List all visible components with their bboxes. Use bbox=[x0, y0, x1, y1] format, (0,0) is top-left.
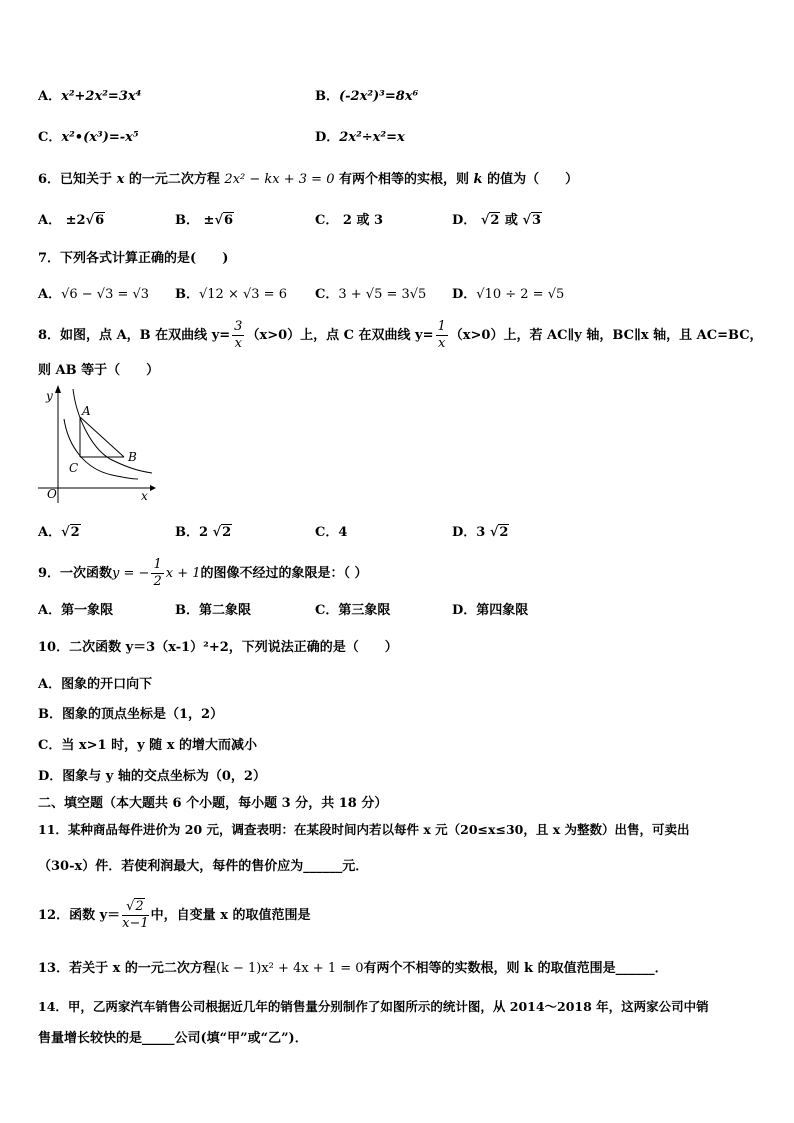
radicand: 2 bbox=[499, 525, 509, 540]
q12-suffix: 中，自变量 x 的取值范围是 bbox=[150, 908, 311, 923]
radicand: 6 bbox=[223, 213, 234, 228]
option-label: C． bbox=[38, 130, 62, 145]
option-label: A． bbox=[38, 213, 62, 228]
q10-option-d: D．图象与 y 轴的交点坐标为（0，2） bbox=[38, 769, 266, 784]
sqrt-symbol: √2 bbox=[480, 213, 500, 228]
q6-suffix: 有两个相等的实根，则 bbox=[339, 172, 470, 187]
q6-option-c bbox=[315, 212, 383, 230]
radicand: 2 bbox=[222, 525, 232, 540]
sqrt-symbol: √2 bbox=[61, 525, 80, 540]
option-label: B． bbox=[175, 603, 199, 618]
label-c: C bbox=[69, 461, 79, 475]
q13-stem bbox=[38, 960, 668, 978]
q8-option-a bbox=[38, 524, 81, 542]
option-label: B． bbox=[315, 89, 339, 104]
option-text: 第二象限 bbox=[199, 603, 252, 618]
label-y: y bbox=[46, 389, 53, 403]
option-expr: √12 × √3 = 6 bbox=[199, 287, 287, 302]
y-axis-arrow bbox=[55, 385, 61, 393]
radicand: 3 bbox=[532, 213, 542, 228]
q5-option-d bbox=[315, 129, 405, 147]
fraction bbox=[151, 557, 163, 590]
sqrt-symbol: √2 bbox=[212, 525, 232, 540]
q8-option-b bbox=[175, 524, 232, 542]
option-expr: (-2x²)³=8x⁶ bbox=[339, 89, 419, 104]
fraction-numerator: 3 bbox=[234, 319, 243, 334]
q9-suffix: 的图像不经过的象限是：（ ） bbox=[200, 566, 368, 581]
q12-stem bbox=[38, 896, 310, 936]
option-label: C． bbox=[315, 213, 339, 228]
label-a: A bbox=[82, 404, 91, 418]
option-expr: x²•(x³)=-x⁵ bbox=[61, 130, 139, 145]
option-label: D． bbox=[452, 213, 477, 228]
fraction-denominator: 2 bbox=[153, 574, 162, 589]
option-label: C． bbox=[315, 525, 339, 540]
label-o: O bbox=[47, 487, 57, 501]
option-or: 或 bbox=[500, 213, 523, 228]
option-label: A． bbox=[38, 287, 62, 302]
q8-mid1: （x>0）上，点 C 在双曲线 y= bbox=[246, 328, 434, 343]
q6-prefix: 6．已知关于 bbox=[38, 172, 113, 187]
q6-mid: 的一元二次方程 bbox=[128, 172, 220, 187]
sqrt-symbol: √2 bbox=[126, 899, 144, 914]
segment-ab bbox=[80, 417, 124, 457]
q13-suffix: 有两个不相等的实数根，则 k 的取值范围是______． bbox=[363, 961, 668, 976]
option-label: D． bbox=[452, 287, 477, 302]
q7-option-a bbox=[38, 286, 149, 304]
option-text: 第一象限 bbox=[61, 603, 114, 618]
fraction-numerator: 1 bbox=[153, 557, 162, 572]
q8-prefix: 8．如图，点 A，B 在双曲线 y= bbox=[38, 328, 231, 343]
q13-equation: (k − 1)x² + 4x + 1 = 0 bbox=[215, 961, 364, 976]
fraction bbox=[232, 319, 244, 352]
sqrt-symbol: √2 bbox=[489, 525, 509, 540]
q9-option-b bbox=[175, 602, 251, 620]
q8-mid2: （x>0）上，若 AC∥y 轴，BC∥x 轴，且 AC=BC， bbox=[449, 328, 763, 343]
fraction bbox=[436, 319, 448, 352]
option-text: 第四象限 bbox=[476, 603, 529, 618]
option-expr: 2x²÷x²=x bbox=[339, 130, 405, 145]
option-text: 2 或 3 bbox=[342, 213, 384, 228]
q6-option-a bbox=[38, 212, 105, 230]
q6-equation: 2x² − kx + 3 = 0 bbox=[224, 172, 335, 187]
radicand: 2 bbox=[490, 213, 500, 228]
q12-prefix: 12．函数 y＝ bbox=[38, 908, 121, 923]
q6-stem bbox=[38, 171, 578, 189]
q8-figure bbox=[38, 385, 158, 503]
fraction-numerator bbox=[122, 899, 149, 916]
q9-option-a bbox=[38, 602, 113, 620]
q11-line2: （30-x）件．若使利润最大，每件的售价应为______元． bbox=[38, 859, 369, 874]
q9-func-rhs: x + 1 bbox=[165, 566, 201, 581]
option-expr: √10 ÷ 2 = √5 bbox=[476, 287, 565, 302]
q8-stem-line2: 则 AB 等于（ ） bbox=[38, 363, 160, 378]
q6-end: 的值为（ ） bbox=[487, 172, 579, 187]
q9-prefix: 9．一次函数 bbox=[38, 566, 113, 581]
q6-var-k: k bbox=[473, 172, 483, 187]
q10-option-c: C．当 x>1 时，y 随 x 的增大而减小 bbox=[38, 738, 257, 753]
radicand: 2 bbox=[135, 899, 144, 914]
option-label: B． bbox=[175, 287, 199, 302]
q9-stem bbox=[38, 556, 368, 592]
fraction-denominator: x bbox=[437, 336, 446, 351]
radicand: 2 bbox=[70, 525, 80, 540]
q6-option-b bbox=[175, 212, 234, 230]
option-label: B． bbox=[175, 525, 199, 540]
q10-stem: 10．二次函数 y＝3（x-1）²+2，下列说法正确的是（ ） bbox=[38, 640, 398, 655]
q6-var-x: x bbox=[116, 172, 125, 187]
option-expr: x²+2x²=3x⁴ bbox=[61, 89, 142, 104]
q5-option-a bbox=[38, 88, 141, 106]
q8-option-c bbox=[315, 524, 347, 542]
sqrt-symbol: √6 bbox=[85, 213, 105, 228]
q10-option-a: A．图象的开口向下 bbox=[38, 677, 153, 692]
q8-stem-line1 bbox=[38, 318, 763, 354]
q14-line2: 售量增长较快的是_____公司(填“甲”或“乙”)． bbox=[38, 1031, 308, 1046]
fraction-denominator: x bbox=[234, 336, 242, 351]
q7-stem: 7．下列各式计算正确的是( ) bbox=[38, 251, 229, 266]
q7-option-b bbox=[175, 286, 287, 304]
q6-option-d bbox=[452, 212, 542, 230]
label-b: B bbox=[128, 450, 137, 464]
option-expr: √6 − √3 = √3 bbox=[61, 287, 150, 302]
q7-option-c bbox=[315, 286, 426, 304]
q14-line1: 14．甲，乙两家汽车销售公司根据近几年的销售量分别制作了如图所示的统计图，从 2014～2018 年，这两家公司中销 bbox=[38, 999, 709, 1014]
q9-option-c bbox=[315, 602, 390, 620]
sqrt-symbol: √6 bbox=[214, 213, 234, 228]
option-label: B． bbox=[175, 213, 199, 228]
option-coef: 3 bbox=[476, 525, 486, 540]
option-label: A． bbox=[38, 525, 62, 540]
fraction bbox=[122, 899, 149, 932]
fraction-numerator: 1 bbox=[437, 319, 446, 334]
q11-line1: 11．某种商品每件进价为 20 元，调查表明：在某段时间内若以每件 x 元（20≤x≤30，且 x 为整数）出售，可卖出 bbox=[38, 822, 690, 837]
option-label: A． bbox=[38, 603, 62, 618]
q7-option-d bbox=[452, 286, 564, 304]
option-coef: 2 bbox=[199, 525, 209, 540]
option-label: C． bbox=[315, 603, 339, 618]
option-prefix: ±2 bbox=[65, 213, 86, 228]
radicand: 6 bbox=[95, 213, 105, 228]
option-label: D． bbox=[452, 525, 477, 540]
fraction-denominator: x−1 bbox=[122, 916, 149, 931]
sqrt-symbol: √3 bbox=[522, 213, 542, 228]
q8-option-d bbox=[452, 524, 509, 542]
label-x: x bbox=[141, 489, 148, 503]
x-axis-arrow bbox=[150, 485, 156, 491]
option-label: D． bbox=[315, 130, 340, 145]
q13-prefix: 13．若关于 x 的一元二次方程 bbox=[38, 961, 216, 976]
option-prefix: ± bbox=[203, 213, 215, 228]
option-text: 4 bbox=[338, 525, 348, 540]
option-label: D． bbox=[452, 603, 477, 618]
q10-option-b: B．图象的顶点坐标是（1，2） bbox=[38, 707, 224, 722]
q5-option-b bbox=[315, 88, 418, 106]
option-label: C． bbox=[315, 287, 339, 302]
q9-func-lhs: y = − bbox=[112, 566, 150, 581]
option-label: A． bbox=[38, 89, 62, 104]
section-title: 二、填空题（本大题共 6 个小题，每小题 3 分，共 18 分） bbox=[38, 796, 388, 811]
q9-option-d bbox=[452, 602, 528, 620]
option-text: 第三象限 bbox=[338, 603, 391, 618]
q5-option-c bbox=[38, 129, 139, 147]
option-expr: 3 + √5 = 3√5 bbox=[338, 287, 427, 302]
